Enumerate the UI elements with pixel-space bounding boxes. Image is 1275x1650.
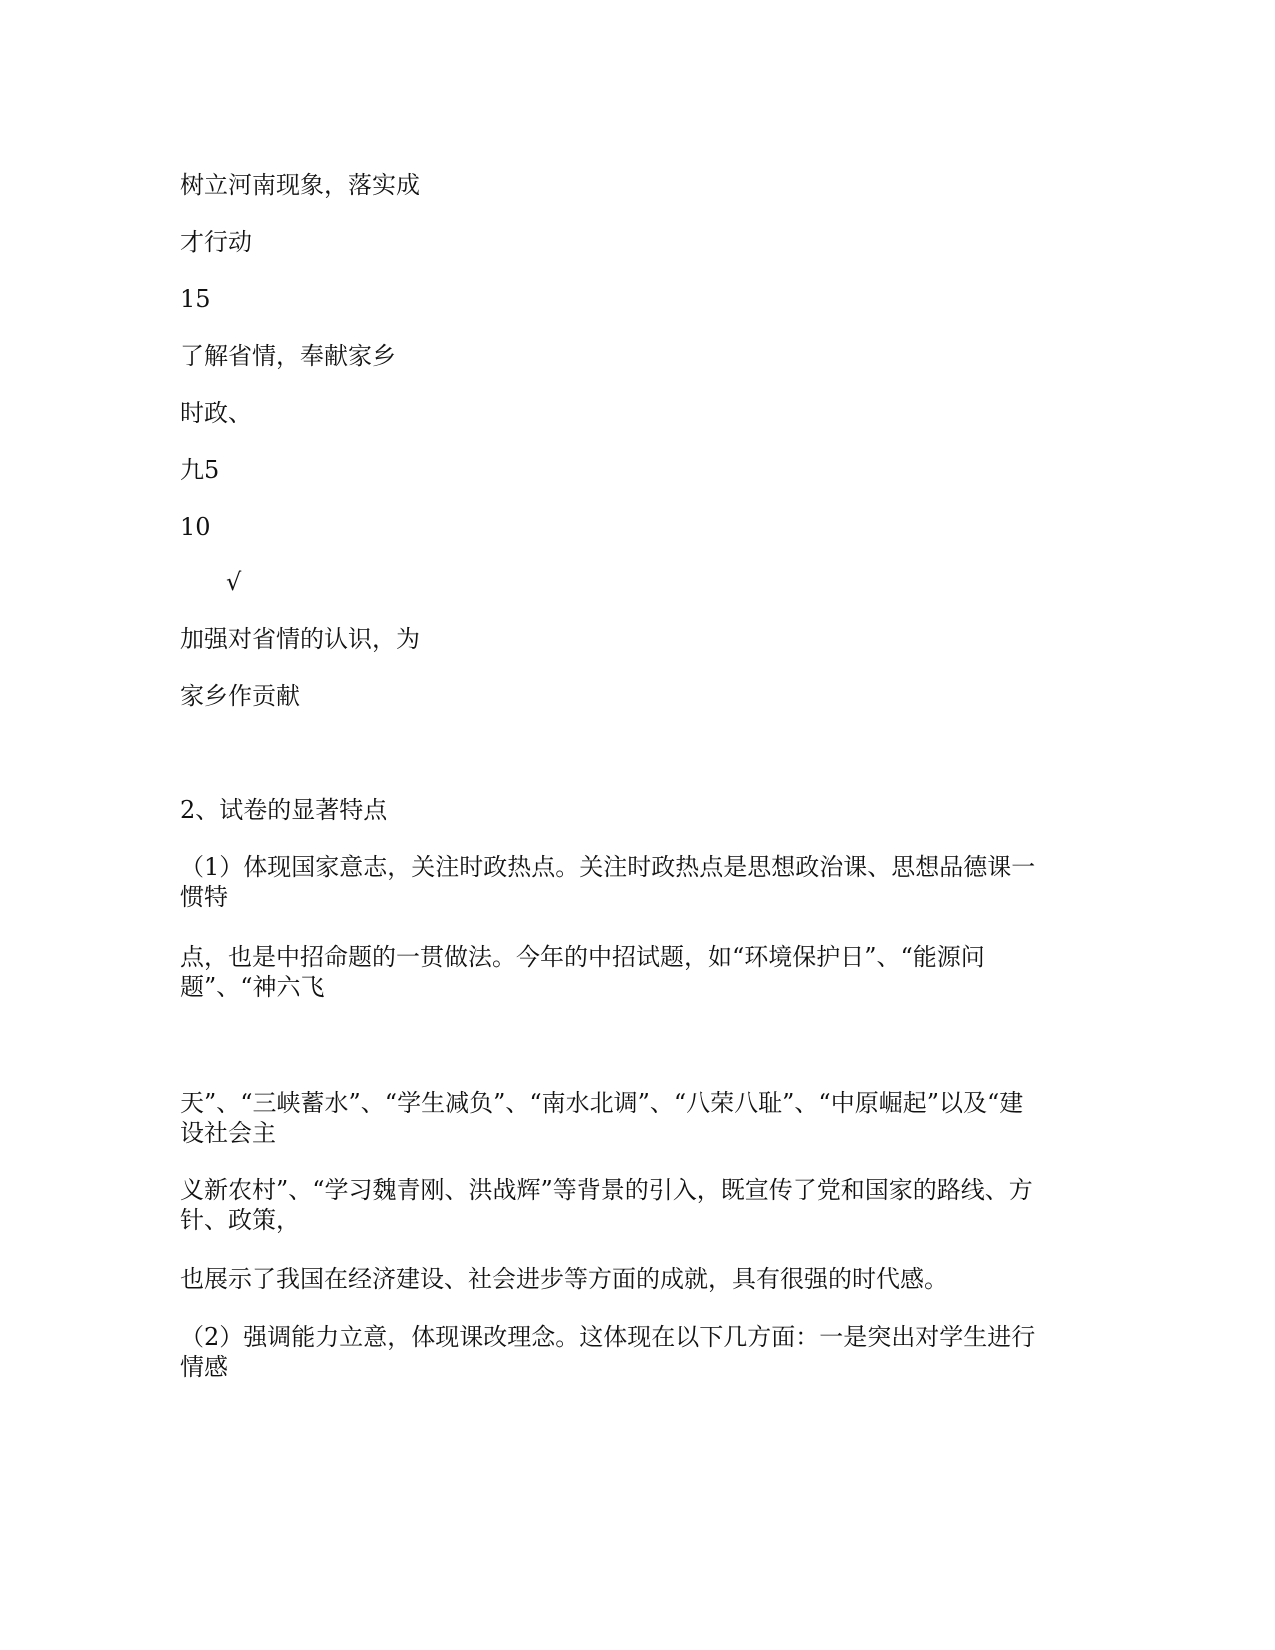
table-cell-text: 家乡作贡献	[180, 682, 300, 710]
paragraph-line: （1）体现国家意志，关注时政热点。关注时政热点是思想政治课、思想品德课一惯特	[180, 853, 1036, 911]
table-cell-text: 加强对省情的认识，为	[180, 625, 420, 653]
table-cell-text: 树立河南现象，落实成	[180, 171, 420, 199]
paragraph-line: 义新农村”、“学习魏青刚、洪战辉”等背景的引入，既宣传了党和国家的路线、方针、政策，	[180, 1176, 1033, 1234]
table-cell-number: 15	[180, 285, 211, 313]
table-cell-text: 才行动	[180, 228, 252, 256]
paragraph-line: （2）强调能力立意，体现课改理念。这体现在以下几方面：一是突出对学生进行情感	[180, 1323, 1036, 1381]
section-heading: 2、试卷的显著特点	[180, 796, 388, 824]
check-mark: √	[226, 568, 242, 596]
table-cell-number: 九5	[180, 456, 220, 484]
table-cell-text: 时政、	[180, 399, 252, 427]
table-cell-number: 10	[180, 513, 211, 541]
table-cell-text: 了解省情，奉献家乡	[180, 342, 396, 370]
paragraph-line: 点，也是中招命题的一贯做法。今年的中招试题，如“环境保护日”、“能源问题”、“神六飞	[180, 943, 985, 1001]
paragraph-line: 也展示了我国在经济建设、社会进步等方面的成就，具有很强的时代感。	[180, 1265, 948, 1293]
paragraph-line: 天”、“三峡蓄水”、“学生减负”、“南水北调”、“八荣八耻”、“中原崛起”以及“建设社会主	[180, 1089, 1024, 1147]
